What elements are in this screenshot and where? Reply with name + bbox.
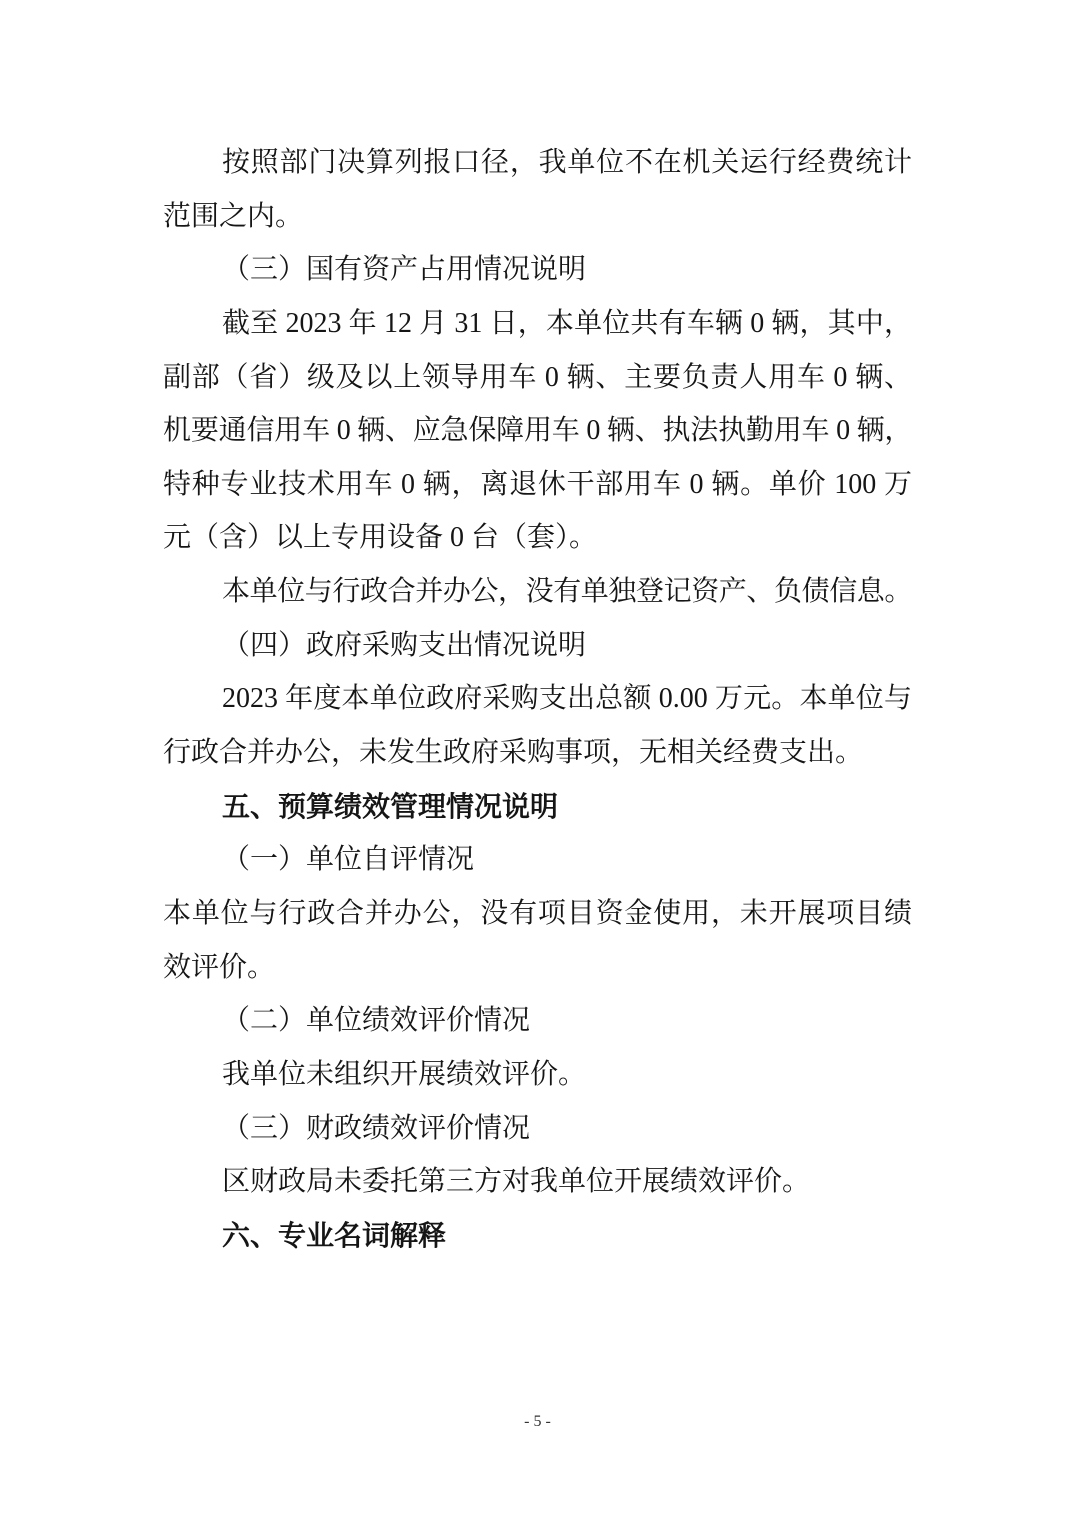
text-line: 2023 年度本单位政府采购支出总额 0.00 万元。本单位与: [222, 683, 912, 715]
text-line: 行政合并办公，未发生政府采购事项，无相关经费支出。: [163, 737, 864, 769]
text-line: 六、专业名词解释: [222, 1218, 447, 1252]
page-body: [163, 136, 912, 1262]
paragraph-self-evaluation: [163, 887, 912, 994]
subheading-unit-evaluation: [163, 994, 912, 1048]
text-line: 我单位未组织开展绩效评价。: [222, 1058, 587, 1090]
text-line: 本单位与行政合并办公，没有单独登记资产、负债信息。: [222, 576, 913, 608]
text-line: （二）单位绩效评价情况: [222, 1005, 531, 1037]
text-line: 特种专业技术用车 0 辆，离退休干部用车 0 辆。单价 100 万: [163, 468, 912, 500]
section-heading-glossary: [163, 1209, 912, 1263]
page-number: - 5 -: [524, 1413, 551, 1430]
paragraph-fiscal-evaluation: [163, 1155, 912, 1209]
text-line: 范围之内。: [163, 200, 304, 232]
text-line: 效评价。: [163, 951, 276, 983]
subheading-state-assets: [163, 243, 912, 297]
text-line: 五、预算绩效管理情况说明: [222, 789, 559, 823]
subheading-self-evaluation: [163, 833, 912, 887]
text-line: 元（含）以上专用设备 0 台（套）。: [163, 522, 598, 554]
paragraph-assets-note: [163, 565, 912, 619]
paragraph-admin-expense-scope: [163, 136, 912, 243]
text-line: （四）政府采购支出情况说明: [222, 629, 587, 661]
text-line: 机要通信用车 0 辆、应急保障用车 0 辆、执法执勤用车 0 辆，: [163, 415, 912, 447]
text-line: （一）单位自评情况: [222, 844, 475, 876]
text-line: 按照部门决算列报口径，我单位不在机关运行经费统计: [222, 147, 912, 178]
paragraph-procurement: [163, 672, 912, 779]
text-line: （三）国有资产占用情况说明: [222, 254, 587, 286]
text-line: 本单位与行政合并办公，没有项目资金使用，未开展项目绩: [163, 897, 912, 929]
paragraph-unit-evaluation: [163, 1048, 912, 1102]
text-line: 截至 2023 年 12 月 31 日，本单位共有车辆 0 辆，其中，: [222, 307, 912, 339]
paragraph-vehicles: [163, 297, 912, 565]
subheading-gov-procurement: [163, 619, 912, 673]
text-line: 副部（省）级及以上领导用车 0 辆、主要负责人用车 0 辆、: [163, 361, 912, 393]
text-line: 区财政局未委托第三方对我单位开展绩效评价。: [222, 1166, 811, 1198]
text-line: （三）财政绩效评价情况: [222, 1112, 531, 1144]
subheading-fiscal-evaluation: [163, 1102, 912, 1156]
section-heading-performance: [163, 780, 912, 834]
